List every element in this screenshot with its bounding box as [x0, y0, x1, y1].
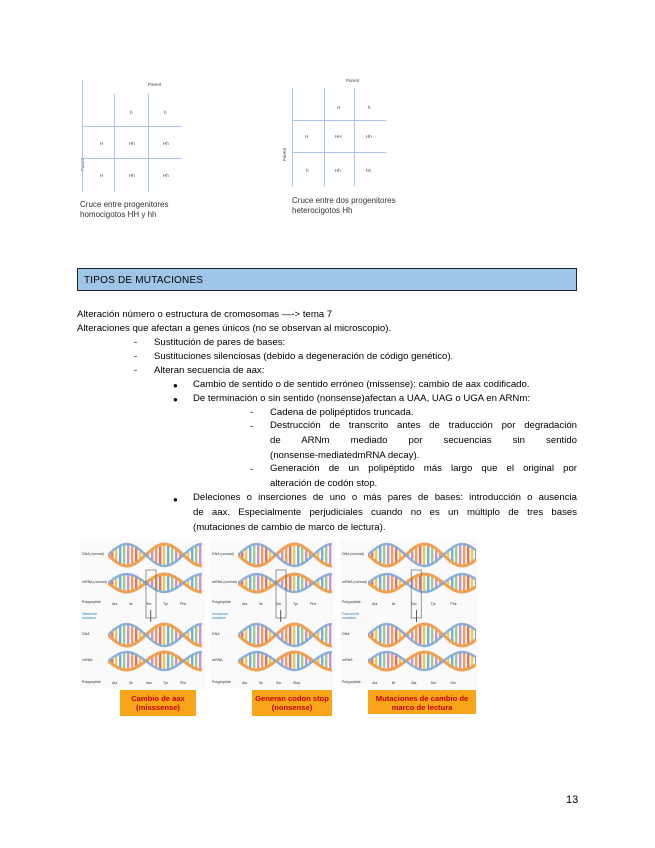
- cell: Hh: [163, 173, 169, 178]
- list-item-continued: (nonsense-mediatedmRNA decay).: [270, 450, 420, 461]
- list-item-continued: (mutaciones de cambio de marco de lectura).: [193, 522, 386, 533]
- amino-acid-label: Ile: [129, 602, 133, 606]
- dash-marker: -: [250, 407, 254, 418]
- amino-acid-label: Stop: [293, 681, 301, 685]
- list-item: Cadena de polipéptidos truncada.: [270, 407, 414, 418]
- frameshift-tag: [368, 690, 476, 714]
- tag-line: marco de lectura: [391, 703, 453, 712]
- row-header: h: [306, 168, 309, 173]
- amino-acid-label: Ser: [276, 681, 282, 685]
- mutation-type-label: Missense mutation: [82, 612, 98, 620]
- list-item-continued: de aax. Especialmente perjudiciales cuando no es un múltiplo de tres bases: [193, 507, 577, 518]
- row-label-dna: DNA: [212, 632, 220, 636]
- amino-acid-label: Phe: [450, 602, 457, 606]
- row-label-polypeptide: Polypeptide: [342, 680, 361, 684]
- list-item: Alteran secuencia de aax:: [154, 365, 265, 376]
- mutation-type-label: Nonsense mutation: [212, 612, 229, 620]
- row-label-mrna: mRNA: [342, 658, 353, 662]
- dash-marker: -: [134, 351, 138, 362]
- col-header: h: [368, 105, 371, 110]
- cell: Hh: [163, 141, 169, 146]
- amino-acid-label: Ile: [391, 681, 396, 685]
- amino-acid-label: Ile: [259, 681, 263, 685]
- row-label-polypeptide: Polypeptide: [212, 680, 231, 684]
- mutation-figure-panel: [210, 540, 335, 688]
- bullet-marker: ●: [173, 381, 178, 390]
- row-label-polypeptide: Polypeptide: [342, 600, 361, 604]
- amino-acid-label: Tyr: [430, 602, 436, 606]
- col-header: H: [337, 105, 341, 110]
- missense-tag: [120, 690, 196, 716]
- parent-label-side: Parent: [282, 147, 288, 162]
- punnett-square-homozygous: [78, 80, 188, 230]
- amino-acid-label: Asn: [146, 681, 153, 685]
- list-item: Generación de un polipéptido más largo que el original por: [270, 463, 577, 474]
- row-label-mrna-normal: mRNA (normal): [82, 580, 107, 584]
- section-title: TIPOS DE MUTACIONES: [84, 275, 204, 286]
- caption-line: heterocigotos Hh: [292, 206, 353, 215]
- list-item-continued: alteración de codón stop.: [270, 478, 378, 489]
- row-label-polypeptide: Polypeptide: [212, 600, 231, 604]
- page-number: 13: [566, 794, 579, 806]
- caption-line: Cruce entre progenitores: [80, 200, 169, 209]
- text-line: Alteración número o estructura de cromosomas —-> tema 7: [77, 309, 333, 320]
- list-item: Cambio de sentido o de sentido erróneo (missense): cambio de aax codificado.: [193, 379, 530, 390]
- amino-acid-label: Ala: [372, 602, 378, 606]
- row-label-dna-normal: DNA (normal): [342, 552, 364, 556]
- dash-marker: -: [134, 337, 138, 348]
- parent-label-side: Parent: [80, 157, 86, 172]
- row-label-dna: DNA: [82, 632, 90, 636]
- row-label-mrna: mRNA: [212, 658, 223, 662]
- dna-helix-illustration: [108, 540, 203, 688]
- amino-acid-label: Tyr: [163, 602, 168, 606]
- tag-line: Mutaciones de cambio de: [375, 694, 469, 703]
- mutation-figure-panel: [80, 540, 205, 688]
- amino-acid-label: Ala: [242, 681, 248, 685]
- amino-acid-label: Ser: [146, 602, 152, 606]
- mutation-type-label: Frameshift mutation: [342, 612, 359, 620]
- nonsense-tag: [252, 690, 332, 716]
- row-label-dna-normal: DNA (normal): [212, 552, 234, 556]
- parent-label-top: Parent: [346, 78, 360, 83]
- text-line: Alteraciones que afectan a genes únicos (no se observan al microscopio).: [77, 323, 392, 334]
- row-header: H: [100, 141, 104, 146]
- amino-acid-label: Ala: [112, 602, 118, 606]
- caption-line: Cruce entre dos progenitores: [292, 196, 396, 205]
- dash-marker: -: [134, 365, 138, 376]
- amino-acid-label: Ile: [259, 602, 263, 606]
- amino-acid-label: Tyr: [163, 681, 168, 685]
- row-label-polypeptide: Polypeptide: [82, 680, 101, 684]
- list-item: Sustitución de pares de bases:: [154, 337, 286, 348]
- amino-acid-label: Ala: [112, 681, 118, 685]
- dna-helix-illustration: [238, 540, 333, 688]
- col-header: h: [130, 110, 133, 115]
- amino-acid-label: Ile: [391, 602, 396, 606]
- amino-acid-label: Tyr: [293, 602, 298, 606]
- amino-acid-label: Phe: [180, 681, 187, 685]
- list-item: Deleciones o inserciones de uno o más pares de bases: introducción o ausencia: [193, 492, 577, 503]
- bullet-marker: ●: [173, 495, 178, 504]
- cell: hh: [366, 168, 372, 173]
- list-item: Sustituciones silenciosas (debido a degeneración de código genético).: [154, 351, 454, 362]
- amino-acid-label: Ala: [411, 681, 417, 685]
- col-header: h: [164, 110, 167, 115]
- list-item-continued: de ARNm mediado por secuencias sin sentido: [270, 435, 577, 446]
- row-label-dna-normal: DNA (normal): [82, 552, 104, 556]
- amino-acid-label: Ser: [276, 602, 282, 606]
- row-label-polypeptide: Polypeptide: [82, 600, 101, 604]
- dna-helix-illustration: [368, 540, 476, 688]
- tag-line: (nonsense): [271, 703, 313, 712]
- row-label-mrna-normal: mRNA (normal): [342, 580, 367, 584]
- cell: Hh: [335, 168, 341, 173]
- row-label-mrna-normal: mRNA (normal): [212, 580, 237, 584]
- list-item: De terminación o sin sentido (nonsense)afectan a UAA, UAG o UGA en ARNm:: [193, 393, 531, 404]
- parent-label-top: Parent: [148, 82, 162, 87]
- amino-acid-label: Ser: [450, 681, 456, 685]
- mutation-figure-panel: [340, 540, 478, 688]
- row-header: H: [100, 173, 104, 178]
- cell: Hh: [366, 134, 372, 139]
- amino-acid-label: Phe: [310, 602, 317, 606]
- section-header: [77, 268, 577, 291]
- bullet-marker: ●: [173, 395, 178, 404]
- cell: Hh: [129, 141, 135, 146]
- list-item: Destrucción de transcrito antes de traducción por degradación: [270, 420, 577, 431]
- row-label-dna: DNA: [342, 632, 350, 636]
- tag-line: Generan codon stop: [255, 694, 329, 703]
- amino-acid-label: Ala: [372, 681, 378, 685]
- cell: Hh: [129, 173, 135, 178]
- amino-acid-label: Ser: [430, 681, 437, 685]
- dash-marker: -: [250, 464, 254, 475]
- row-label-mrna: mRNA: [82, 658, 93, 662]
- punnett-square-heterozygous: [282, 76, 412, 226]
- amino-acid-label: Ile: [129, 681, 133, 685]
- amino-acid-label: Ser: [411, 602, 417, 606]
- caption-line: homocigotos HH y hh: [80, 210, 157, 219]
- tag-line: (misssense): [136, 703, 180, 712]
- cell: HH: [335, 134, 342, 139]
- dash-marker: -: [250, 421, 254, 432]
- row-header: H: [305, 134, 309, 139]
- tag-line: Cambio de aax: [131, 694, 185, 703]
- amino-acid-label: Ala: [242, 602, 248, 606]
- amino-acid-label: Phe: [180, 602, 187, 606]
